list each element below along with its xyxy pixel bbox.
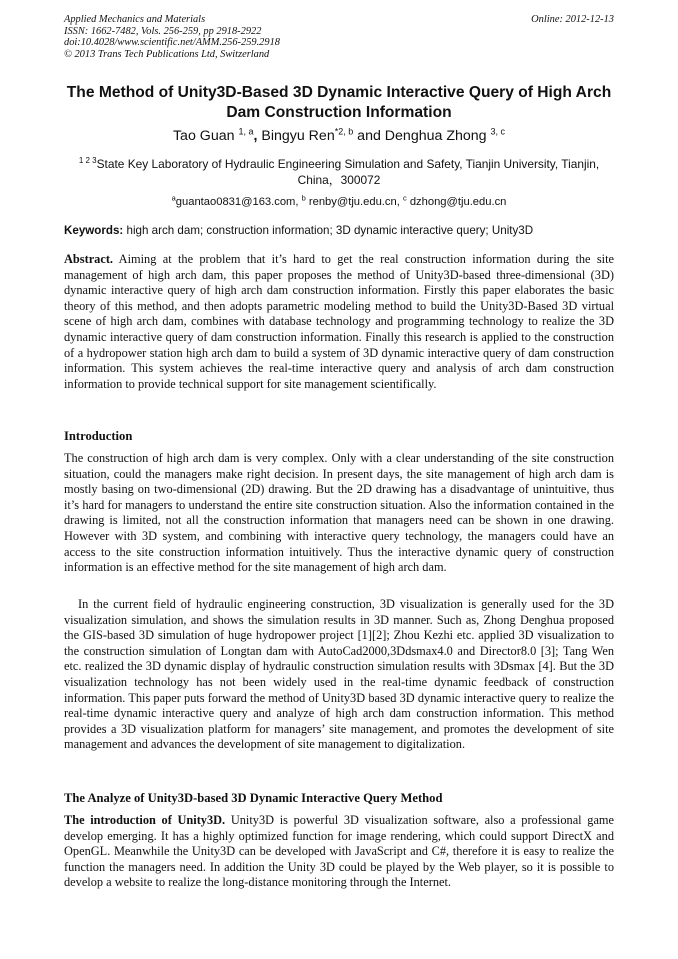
- email-address[interactable]: renby@tju.edu.cn: [308, 196, 397, 208]
- author-name: Tao Guan: [172, 128, 235, 144]
- keywords-label: Keywords:: [64, 224, 124, 237]
- introduction-paragraph-1: The construction of high arch dam is very complex. Only with a clear understanding of the site construction situation, could the managers make right decision. In present days, the site management of high arch dam is mostly basing on two-dimensional (2D) drawing. But the 2D drawing has a disadvantage of unintuitive, thus it’s hard for managers to understand the entire site construction situation. Also the information contained in the drawing is limited, not all the construction information that managers need can be shown in one drawing. However with 3D system, and combining with interactive query technology, the managers could have an access to the site construction information intuitively. Thus the interactive dynamic query of construction information is an effective method for the site management of high arch dam.: [64, 451, 614, 575]
- email-superscript: c: [402, 193, 407, 203]
- doi-line: doi:10.4028/www.scientific.net/AMM.256-259.2918: [64, 37, 280, 49]
- abstract-label: Abstract.: [64, 252, 114, 266]
- paper-title: The Method of Unity3D-Based 3D Dynamic Interactive Query of High Arch Dam Construction Information: [66, 84, 612, 121]
- affiliation-superscript: 1 2 3: [78, 156, 97, 166]
- author-superscript: 3, c: [490, 126, 506, 137]
- email-address[interactable]: dzhong@tju.edu.cn: [409, 196, 507, 208]
- online-date: Online: 2012-12-13: [531, 14, 614, 25]
- author-separator: ,: [253, 128, 262, 144]
- journal-header: [64, 14, 280, 60]
- journal-name: Applied Mechanics and Materials: [64, 14, 206, 25]
- author-superscript: 1, a: [238, 126, 254, 137]
- email-address[interactable]: guantao0831@163.com: [175, 196, 296, 208]
- unity-intro-paragraph: [64, 813, 614, 891]
- copyright-line: © 2013 Trans Tech Publications Ltd, Switzerland: [64, 48, 270, 60]
- keywords-text: high arch dam; construction information; 3D dynamic interactive query; Unity3D: [123, 224, 534, 237]
- email-superscript: a: [171, 193, 176, 203]
- analyze-heading: The Analyze of Unity3D-based 3D Dynamic Interactive Query Method: [64, 791, 443, 805]
- issn-line: ISSN: 1662-7482, Vols. 256-259, pp 2918-2922: [64, 25, 262, 37]
- affiliation: [64, 156, 614, 188]
- email-superscript: b: [301, 193, 306, 203]
- unity-intro-text: Unity3D is powerful 3D visualization software, also a professional game develop emerging. It has a highly optimized function for image rendering, which could support DirectX and OpenGL. Meanwhile the Unity3D can be developed with JavaScript and C#, therefore it is easy to realize the function the managers need. In addition the Unity 3D could be played by the Web player, so it is possible to develop a website to realize the long-distance monitoring through the Internet.: [64, 813, 614, 890]
- affiliation-text: State Key Laboratory of Hydraulic Engineering Simulation and Safety, Tianjin University, Tianjin, China，300072: [96, 157, 600, 187]
- keywords: [64, 224, 614, 237]
- author-name: Bingyu Ren: [261, 128, 335, 144]
- author-name: Denghua Zhong: [384, 128, 487, 144]
- author-list: [64, 128, 614, 144]
- introduction-paragraph-2: In the current field of hydraulic engineering construction, 3D visualization is generally used for the 3D visualization simulation, and shows the simulation results in 3D manner. Such as, Zhong Denghua proposed the GIS-based 3D simulation of huge hydropower project [1][2]; Zhou Kezhi etc. applied 3D visualization to the construction simulation of Longtan dam with AutoCad2000,3Ddsmax4.0 and Director8.0 [3]; Tang Wen etc. realized the 3D dynamic display of hydraulic construction simulation results with 3Dsmax [4]. But the 3D visualization technology has not been widely used in the real-time dynamic feedback of construction information. This paper puts forward the method of Unity3D based 3D dynamic interactive query to realize the real-time dynamic interactive query and analyze of high arch dam construction information. This method provides a 3D visualization platform for managers’ site management, and promotes the development of site management and advances the development of site management to digitalization.: [64, 597, 614, 752]
- author-conjunction: and: [353, 128, 385, 144]
- introduction-heading: Introduction: [64, 429, 133, 443]
- abstract: [64, 252, 614, 392]
- email-list: $^a$guantao0831@163.com, $^b$ renby@tju.edu.cn, $^c$ dzhong@tju.edu.cn: [171, 193, 507, 208]
- abstract-text: Aiming at the problem that it’s hard to get the real construction information during the site management of high arch dam, this paper proposes the method of Unity3D-based three-dimensional (3D) dynamic interactive query of high arch dam construction information. Firstly this paper elaborates the basic theory of this method, and then adopts parametric modeling method to build the Unity3D-Based 3D virtual scene of high arch dam, combines with database technology and programming technology to realize the 3D dynamic interactive query of dam construction information. Finally this research is applied to the construction of a hydropower station high arch dam to build a system of 3D dynamic interactive query of dam construction information. This system achieves the real-time interactive query and analysis of arch dam construction information to provide technical support for site management scientifically.: [64, 252, 614, 391]
- unity-intro-label: The introduction of Unity3D.: [64, 813, 226, 827]
- author-superscript: *2, b: [334, 126, 354, 137]
